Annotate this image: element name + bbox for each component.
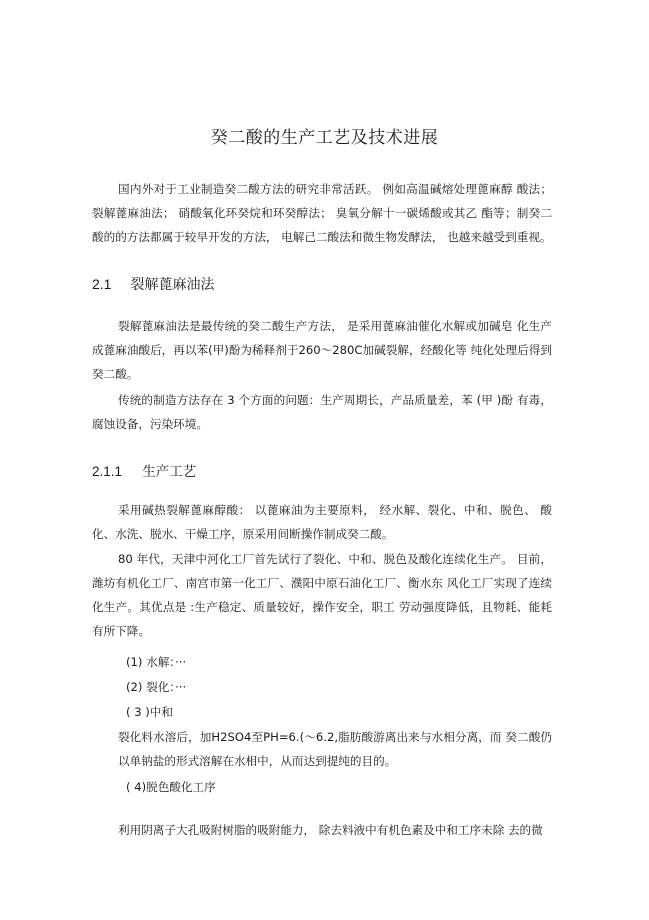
subsection-title: 生产工艺 bbox=[142, 464, 197, 480]
section-heading-2-1 bbox=[92, 274, 214, 294]
section-2-1-1-paragraph-2: 80 年代，天津中河化工厂首先试行了裂化、中和、脱色及酸化连续化生产。 目前，潍坊有机化工厂、南宫市第一化工厂、濮阳中原石油化工厂、衡水东 风化工厂实现了连续化生产。其优点是 :生产稳定、质量较好，操作安全，职工 劳动强度降低，且物耗、能耗有所下降。 bbox=[92, 552, 552, 638]
section-number: 2.1 bbox=[92, 276, 112, 292]
process-step-3: ( 3 )中和 bbox=[126, 705, 173, 719]
section-heading-2-1-1 bbox=[92, 460, 196, 480]
section-2-1-paragraph-2: 传统的制造方法存在 3 个方面的问题：生产周期长，产品质量差，苯 (甲 )酚 有毒，腐蚀设备，污染环境。 bbox=[92, 393, 552, 431]
section-2-1-1-paragraph-3: 裂化料水溶后，加H2SO4至PH=6.(～6.2,脂肪酸游离出来与水相分离，而 癸二酸仍以单钠盐的形式溶解在水相中，从而达到提纯的目的。 bbox=[118, 730, 552, 768]
intro-paragraph: 国内外对于工业制造癸二酸方法的研究非常活跃。 例如高温碱熔处理蓖麻醇 酸法；裂解蓖麻油法； 硝酸氧化环癸烷和环癸醇法； 臭氧分解十一碳烯酸或其乙 酯等；制癸二酸的的方法都属于较早开发的方法， 电解己二酸法和微生物发酵法， 也越来越受到重视。 bbox=[92, 182, 552, 244]
section-title: 裂解蓖麻油法 bbox=[130, 277, 215, 293]
section-2-1-paragraph-1: 裂解蓖麻油法是最传统的癸二酸生产方法， 是采用蓖麻油催化水解或加碱皂 化生产成蓖麻油酸后，再以苯(甲)酚为稀释剂于260～280C加碱裂解，经酸化等 纯化处理后得到癸二酸。 bbox=[92, 319, 552, 381]
process-step-2: (2) 裂化：··· bbox=[126, 680, 187, 694]
section-2-1-1-paragraph-4: 利用阴离子大孔吸附树脂的吸附能力， 除去料液中有机色素及中和工序未除 去的微 bbox=[118, 823, 543, 837]
subsection-number: 2.1.1 bbox=[92, 464, 123, 479]
document-title: 癸二酸的生产工艺及技术进展 bbox=[210, 128, 439, 148]
section-2-1-1-paragraph-1: 采用碱热裂解蓖麻醇酸： 以蓖麻油为主要原料， 经水解、裂化、中和、脱色、 酸化、水洗、脱水、干燥工序，原采用间断操作制成癸二酸。 bbox=[92, 503, 552, 541]
process-step-1: (1) 水解：··· bbox=[126, 655, 187, 669]
process-step-4: ( 4)脱色酸化工序 bbox=[126, 780, 216, 794]
